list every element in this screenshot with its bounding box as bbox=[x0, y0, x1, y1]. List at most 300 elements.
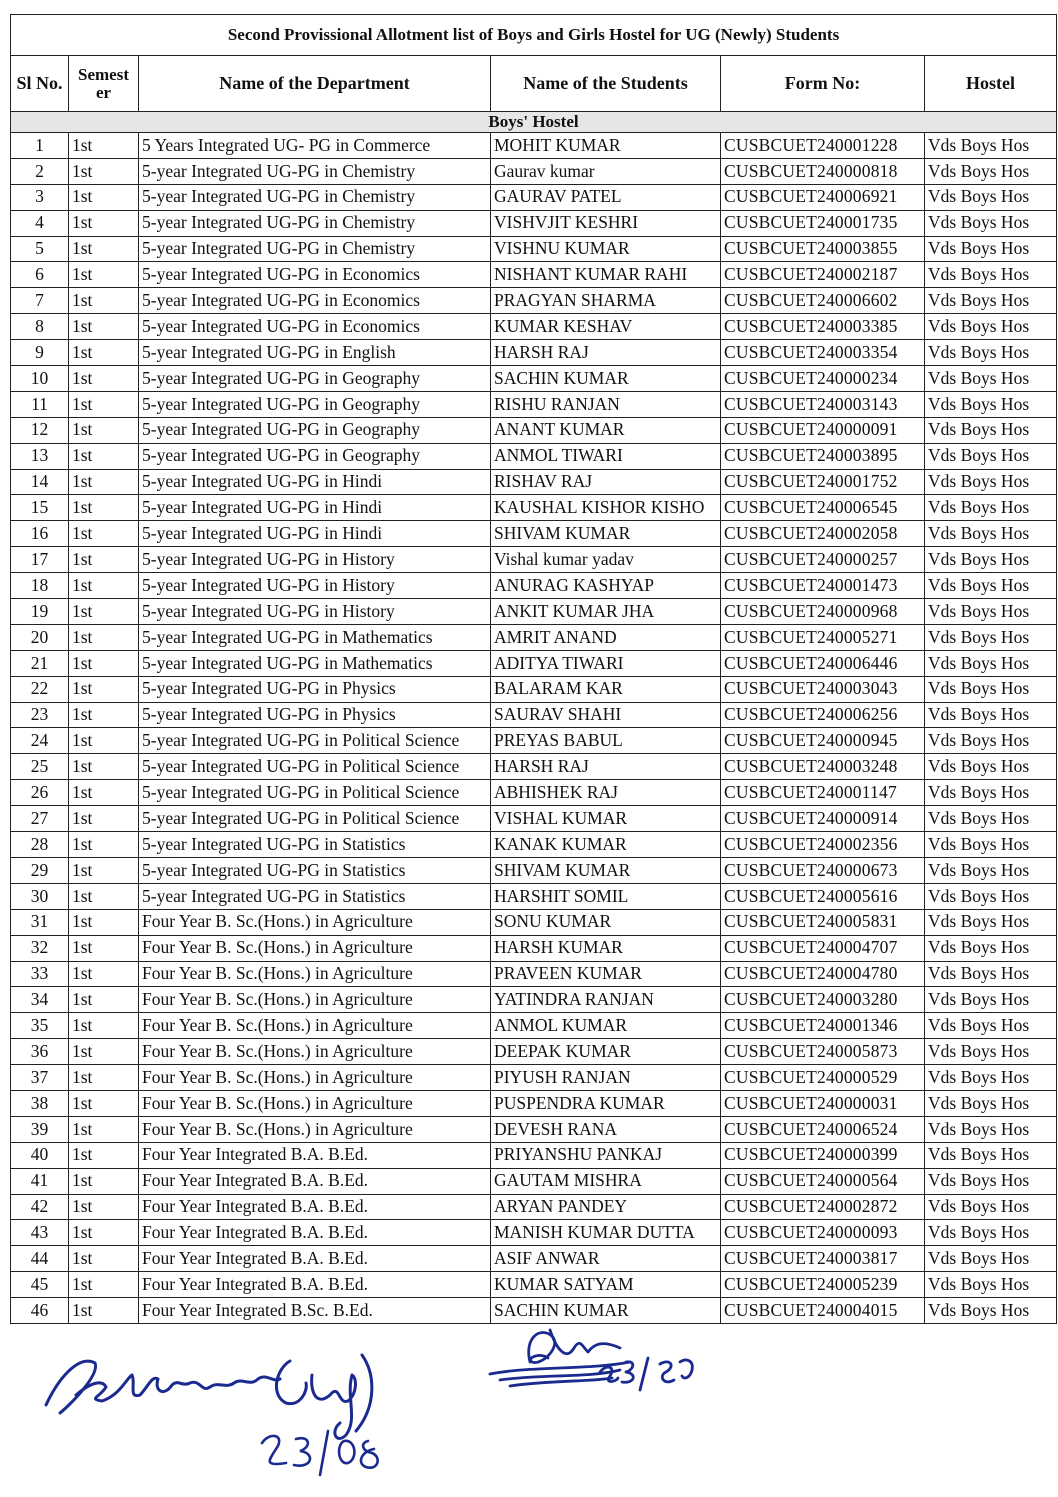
cell-sl-no: 17 bbox=[11, 547, 69, 573]
section-label: Boys' Hostel bbox=[11, 112, 1057, 133]
cell-semester: 1st bbox=[69, 547, 139, 573]
table-row bbox=[11, 1142, 1057, 1168]
cell-department: 5-year Integrated UG-PG in Chemistry bbox=[139, 236, 491, 262]
cell-form-no: CUSBCUET240005239 bbox=[721, 1272, 925, 1298]
table-row bbox=[11, 495, 1057, 521]
table-row bbox=[11, 133, 1057, 159]
cell-department: Four Year B. Sc.(Hons.) in Agriculture bbox=[139, 935, 491, 961]
cell-department: 5-year Integrated UG-PG in Political Science bbox=[139, 806, 491, 832]
cell-form-no: CUSBCUET240006524 bbox=[721, 1116, 925, 1142]
cell-form-no: CUSBCUET240002872 bbox=[721, 1194, 925, 1220]
cell-form-no: CUSBCUET240001752 bbox=[721, 469, 925, 495]
cell-student-name: HARSH RAJ bbox=[491, 754, 721, 780]
cell-semester: 1st bbox=[69, 1272, 139, 1298]
cell-hostel: Vds Boys Hos bbox=[925, 236, 1057, 262]
cell-student-name: RISHAV RAJ bbox=[491, 469, 721, 495]
cell-form-no: CUSBCUET240000091 bbox=[721, 417, 925, 443]
cell-department: Four Year Integrated B.A. B.Ed. bbox=[139, 1168, 491, 1194]
cell-department: 5-year Integrated UG-PG in English bbox=[139, 340, 491, 366]
cell-form-no: CUSBCUET240000399 bbox=[721, 1142, 925, 1168]
table-row bbox=[11, 961, 1057, 987]
cell-hostel: Vds Boys Hos bbox=[925, 547, 1057, 573]
table-row bbox=[11, 262, 1057, 288]
cell-hostel: Vds Boys Hos bbox=[925, 961, 1057, 987]
cell-sl-no: 31 bbox=[11, 909, 69, 935]
cell-form-no: CUSBCUET240006602 bbox=[721, 288, 925, 314]
cell-student-name: KUMAR KESHAV bbox=[491, 314, 721, 340]
cell-form-no: CUSBCUET240000564 bbox=[721, 1168, 925, 1194]
cell-semester: 1st bbox=[69, 754, 139, 780]
cell-semester: 1st bbox=[69, 599, 139, 625]
cell-hostel: Vds Boys Hos bbox=[925, 599, 1057, 625]
cell-department: Four Year Integrated B.A. B.Ed. bbox=[139, 1246, 491, 1272]
cell-semester: 1st bbox=[69, 262, 139, 288]
cell-student-name: KAUSHAL KISHOR KISHO bbox=[491, 495, 721, 521]
table-row bbox=[11, 184, 1057, 210]
cell-sl-no: 43 bbox=[11, 1220, 69, 1246]
table-row bbox=[11, 1168, 1057, 1194]
cell-semester: 1st bbox=[69, 702, 139, 728]
cell-student-name: HARSH KUMAR bbox=[491, 935, 721, 961]
col-header-student-name: Name of the Students bbox=[491, 56, 721, 112]
col-header-sl-no: Sl No. bbox=[11, 56, 69, 112]
cell-department: 5-year Integrated UG-PG in Geography bbox=[139, 417, 491, 443]
table-row bbox=[11, 443, 1057, 469]
cell-form-no: CUSBCUET240004780 bbox=[721, 961, 925, 987]
cell-form-no: CUSBCUET240003248 bbox=[721, 754, 925, 780]
cell-form-no: CUSBCUET240000945 bbox=[721, 728, 925, 754]
cell-semester: 1st bbox=[69, 832, 139, 858]
table-row bbox=[11, 1194, 1057, 1220]
cell-form-no: CUSBCUET240003354 bbox=[721, 340, 925, 366]
cell-hostel: Vds Boys Hos bbox=[925, 1039, 1057, 1065]
cell-student-name: YATINDRA RANJAN bbox=[491, 987, 721, 1013]
table-row bbox=[11, 780, 1057, 806]
cell-sl-no: 22 bbox=[11, 676, 69, 702]
cell-student-name: PREYAS BABUL bbox=[491, 728, 721, 754]
cell-student-name: AMRIT ANAND bbox=[491, 624, 721, 650]
cell-hostel: Vds Boys Hos bbox=[925, 573, 1057, 599]
cell-semester: 1st bbox=[69, 133, 139, 159]
document-title: Second Provissional Allotment list of Boys and Girls Hostel for UG (Newly) Students bbox=[11, 15, 1057, 56]
cell-student-name: KANAK KUMAR bbox=[491, 832, 721, 858]
cell-hostel: Vds Boys Hos bbox=[925, 1013, 1057, 1039]
table-row bbox=[11, 210, 1057, 236]
cell-sl-no: 34 bbox=[11, 987, 69, 1013]
cell-department: 5-year Integrated UG-PG in Chemistry bbox=[139, 184, 491, 210]
cell-semester: 1st bbox=[69, 676, 139, 702]
cell-form-no: CUSBCUET240006545 bbox=[721, 495, 925, 521]
cell-department: 5-year Integrated UG-PG in History bbox=[139, 573, 491, 599]
cell-semester: 1st bbox=[69, 883, 139, 909]
signature-left bbox=[40, 1335, 400, 1490]
cell-sl-no: 37 bbox=[11, 1065, 69, 1091]
cell-form-no: CUSBCUET240001147 bbox=[721, 780, 925, 806]
cell-student-name: GAURAV PATEL bbox=[491, 184, 721, 210]
cell-hostel: Vds Boys Hos bbox=[925, 987, 1057, 1013]
header-row bbox=[11, 56, 1057, 112]
cell-department: 5-year Integrated UG-PG in Economics bbox=[139, 314, 491, 340]
cell-department: 5-year Integrated UG-PG in Physics bbox=[139, 676, 491, 702]
cell-sl-no: 40 bbox=[11, 1142, 69, 1168]
cell-form-no: CUSBCUET240001735 bbox=[721, 210, 925, 236]
cell-form-no: CUSBCUET240006446 bbox=[721, 650, 925, 676]
cell-form-no: CUSBCUET240000529 bbox=[721, 1065, 925, 1091]
cell-hostel: Vds Boys Hos bbox=[925, 184, 1057, 210]
cell-sl-no: 23 bbox=[11, 702, 69, 728]
cell-sl-no: 15 bbox=[11, 495, 69, 521]
cell-semester: 1st bbox=[69, 909, 139, 935]
cell-sl-no: 9 bbox=[11, 340, 69, 366]
table-row bbox=[11, 987, 1057, 1013]
table-row bbox=[11, 1220, 1057, 1246]
allotment-sheet bbox=[10, 14, 1056, 1324]
col-header-department: Name of the Department bbox=[139, 56, 491, 112]
col-header-hostel: Hostel bbox=[925, 56, 1057, 112]
cell-sl-no: 11 bbox=[11, 391, 69, 417]
cell-department: 5-year Integrated UG-PG in Mathematics bbox=[139, 650, 491, 676]
cell-department: Four Year B. Sc.(Hons.) in Agriculture bbox=[139, 987, 491, 1013]
cell-form-no: CUSBCUET240006256 bbox=[721, 702, 925, 728]
cell-semester: 1st bbox=[69, 443, 139, 469]
cell-student-name: ANURAG KASHYAP bbox=[491, 573, 721, 599]
cell-semester: 1st bbox=[69, 624, 139, 650]
cell-sl-no: 18 bbox=[11, 573, 69, 599]
cell-semester: 1st bbox=[69, 340, 139, 366]
col-header-semester: Semest er bbox=[69, 56, 139, 112]
cell-hostel: Vds Boys Hos bbox=[925, 521, 1057, 547]
cell-department: Four Year Integrated B.A. B.Ed. bbox=[139, 1142, 491, 1168]
table-row bbox=[11, 728, 1057, 754]
cell-department: 5-year Integrated UG-PG in Hindi bbox=[139, 495, 491, 521]
cell-student-name: DEVESH RANA bbox=[491, 1116, 721, 1142]
cell-semester: 1st bbox=[69, 935, 139, 961]
cell-hostel: Vds Boys Hos bbox=[925, 443, 1057, 469]
cell-hostel: Vds Boys Hos bbox=[925, 262, 1057, 288]
col-header-form-no: Form No: bbox=[721, 56, 925, 112]
cell-student-name: PRAGYAN SHARMA bbox=[491, 288, 721, 314]
cell-semester: 1st bbox=[69, 366, 139, 392]
table-row bbox=[11, 314, 1057, 340]
cell-semester: 1st bbox=[69, 184, 139, 210]
cell-student-name: HARSHIT SOMIL bbox=[491, 883, 721, 909]
cell-hostel: Vds Boys Hos bbox=[925, 1220, 1057, 1246]
cell-student-name: ASIF ANWAR bbox=[491, 1246, 721, 1272]
table-row bbox=[11, 857, 1057, 883]
cell-student-name: RISHU RANJAN bbox=[491, 391, 721, 417]
cell-student-name: SHIVAM KUMAR bbox=[491, 521, 721, 547]
cell-form-no: CUSBCUET240000673 bbox=[721, 857, 925, 883]
cell-semester: 1st bbox=[69, 650, 139, 676]
table-row bbox=[11, 909, 1057, 935]
cell-hostel: Vds Boys Hos bbox=[925, 883, 1057, 909]
cell-semester: 1st bbox=[69, 1090, 139, 1116]
cell-hostel: Vds Boys Hos bbox=[925, 1142, 1057, 1168]
table-row bbox=[11, 806, 1057, 832]
cell-student-name: MOHIT KUMAR bbox=[491, 133, 721, 159]
table-row bbox=[11, 883, 1057, 909]
cell-department: Four Year B. Sc.(Hons.) in Agriculture bbox=[139, 1116, 491, 1142]
cell-sl-no: 30 bbox=[11, 883, 69, 909]
cell-hostel: Vds Boys Hos bbox=[925, 1065, 1057, 1091]
table-row bbox=[11, 599, 1057, 625]
cell-sl-no: 29 bbox=[11, 857, 69, 883]
cell-form-no: CUSBCUET240005831 bbox=[721, 909, 925, 935]
cell-student-name: Gaurav kumar bbox=[491, 158, 721, 184]
cell-semester: 1st bbox=[69, 1013, 139, 1039]
cell-sl-no: 25 bbox=[11, 754, 69, 780]
cell-semester: 1st bbox=[69, 1194, 139, 1220]
cell-student-name: VISHAL KUMAR bbox=[491, 806, 721, 832]
cell-sl-no: 45 bbox=[11, 1272, 69, 1298]
cell-department: 5-year Integrated UG-PG in History bbox=[139, 599, 491, 625]
cell-form-no: CUSBCUET240000914 bbox=[721, 806, 925, 832]
cell-department: Four Year B. Sc.(Hons.) in Agriculture bbox=[139, 1090, 491, 1116]
cell-semester: 1st bbox=[69, 236, 139, 262]
cell-hostel: Vds Boys Hos bbox=[925, 469, 1057, 495]
cell-department: 5-year Integrated UG-PG in Hindi bbox=[139, 469, 491, 495]
cell-sl-no: 12 bbox=[11, 417, 69, 443]
cell-semester: 1st bbox=[69, 1142, 139, 1168]
cell-semester: 1st bbox=[69, 469, 139, 495]
cell-student-name: ANANT KUMAR bbox=[491, 417, 721, 443]
cell-student-name: ABHISHEK RAJ bbox=[491, 780, 721, 806]
table-row bbox=[11, 702, 1057, 728]
cell-hostel: Vds Boys Hos bbox=[925, 780, 1057, 806]
cell-sl-no: 21 bbox=[11, 650, 69, 676]
cell-sl-no: 46 bbox=[11, 1298, 69, 1324]
cell-form-no: CUSBCUET240003855 bbox=[721, 236, 925, 262]
cell-student-name: MANISH KUMAR DUTTA bbox=[491, 1220, 721, 1246]
table-row bbox=[11, 624, 1057, 650]
cell-semester: 1st bbox=[69, 158, 139, 184]
cell-student-name: VISHVJIT KESHRI bbox=[491, 210, 721, 236]
table-row bbox=[11, 340, 1057, 366]
cell-semester: 1st bbox=[69, 1116, 139, 1142]
title-row bbox=[11, 15, 1057, 56]
cell-department: 5-year Integrated UG-PG in Chemistry bbox=[139, 158, 491, 184]
cell-student-name: SACHIN KUMAR bbox=[491, 366, 721, 392]
cell-department: Four Year B. Sc.(Hons.) in Agriculture bbox=[139, 1065, 491, 1091]
cell-form-no: CUSBCUET240003385 bbox=[721, 314, 925, 340]
cell-sl-no: 26 bbox=[11, 780, 69, 806]
cell-hostel: Vds Boys Hos bbox=[925, 417, 1057, 443]
cell-student-name: ANKIT KUMAR JHA bbox=[491, 599, 721, 625]
cell-sl-no: 39 bbox=[11, 1116, 69, 1142]
cell-student-name: NISHANT KUMAR RAHI bbox=[491, 262, 721, 288]
table-row bbox=[11, 1246, 1057, 1272]
cell-hostel: Vds Boys Hos bbox=[925, 650, 1057, 676]
cell-semester: 1st bbox=[69, 210, 139, 236]
cell-hostel: Vds Boys Hos bbox=[925, 806, 1057, 832]
cell-form-no: CUSBCUET240003043 bbox=[721, 676, 925, 702]
cell-sl-no: 1 bbox=[11, 133, 69, 159]
cell-student-name: DEEPAK KUMAR bbox=[491, 1039, 721, 1065]
cell-sl-no: 32 bbox=[11, 935, 69, 961]
table-row bbox=[11, 366, 1057, 392]
cell-semester: 1st bbox=[69, 495, 139, 521]
cell-form-no: CUSBCUET240000031 bbox=[721, 1090, 925, 1116]
cell-department: Four Year B. Sc.(Hons.) in Agriculture bbox=[139, 961, 491, 987]
cell-sl-no: 20 bbox=[11, 624, 69, 650]
cell-form-no: CUSBCUET240001228 bbox=[721, 133, 925, 159]
cell-semester: 1st bbox=[69, 1168, 139, 1194]
cell-form-no: CUSBCUET240006921 bbox=[721, 184, 925, 210]
cell-sl-no: 42 bbox=[11, 1194, 69, 1220]
cell-hostel: Vds Boys Hos bbox=[925, 133, 1057, 159]
cell-hostel: Vds Boys Hos bbox=[925, 754, 1057, 780]
cell-sl-no: 35 bbox=[11, 1013, 69, 1039]
cell-form-no: CUSBCUET240004707 bbox=[721, 935, 925, 961]
cell-department: 5-year Integrated UG-PG in Political Science bbox=[139, 780, 491, 806]
cell-department: 5-year Integrated UG-PG in Chemistry bbox=[139, 210, 491, 236]
cell-hostel: Vds Boys Hos bbox=[925, 1298, 1057, 1324]
cell-student-name: GAUTAM MISHRA bbox=[491, 1168, 721, 1194]
cell-student-name: BALARAM KAR bbox=[491, 676, 721, 702]
cell-student-name: PUSPENDRA KUMAR bbox=[491, 1090, 721, 1116]
signature-left-image bbox=[40, 1335, 400, 1485]
cell-student-name: HARSH RAJ bbox=[491, 340, 721, 366]
cell-student-name: Vishal kumar yadav bbox=[491, 547, 721, 573]
cell-department: Four Year Integrated B.Sc. B.Ed. bbox=[139, 1298, 491, 1324]
cell-hostel: Vds Boys Hos bbox=[925, 676, 1057, 702]
cell-department: 5-year Integrated UG-PG in Statistics bbox=[139, 857, 491, 883]
cell-department: 5-year Integrated UG-PG in Geography bbox=[139, 366, 491, 392]
cell-hostel: Vds Boys Hos bbox=[925, 314, 1057, 340]
cell-sl-no: 5 bbox=[11, 236, 69, 262]
cell-hostel: Vds Boys Hos bbox=[925, 1168, 1057, 1194]
cell-form-no: CUSBCUET240001346 bbox=[721, 1013, 925, 1039]
cell-hostel: Vds Boys Hos bbox=[925, 340, 1057, 366]
table-row bbox=[11, 935, 1057, 961]
cell-department: 5-year Integrated UG-PG in Economics bbox=[139, 288, 491, 314]
cell-semester: 1st bbox=[69, 1220, 139, 1246]
cell-hostel: Vds Boys Hos bbox=[925, 1272, 1057, 1298]
cell-hostel: Vds Boys Hos bbox=[925, 702, 1057, 728]
signature-right-image bbox=[470, 1318, 710, 1398]
cell-form-no: CUSBCUET240003895 bbox=[721, 443, 925, 469]
cell-form-no: CUSBCUET240005616 bbox=[721, 883, 925, 909]
cell-semester: 1st bbox=[69, 987, 139, 1013]
cell-form-no: CUSBCUET240000234 bbox=[721, 366, 925, 392]
cell-form-no: CUSBCUET240000257 bbox=[721, 547, 925, 573]
cell-student-name: KUMAR SATYAM bbox=[491, 1272, 721, 1298]
cell-semester: 1st bbox=[69, 417, 139, 443]
cell-hostel: Vds Boys Hos bbox=[925, 624, 1057, 650]
cell-department: Four Year Integrated B.A. B.Ed. bbox=[139, 1220, 491, 1246]
cell-semester: 1st bbox=[69, 780, 139, 806]
cell-form-no: CUSBCUET240005271 bbox=[721, 624, 925, 650]
cell-semester: 1st bbox=[69, 573, 139, 599]
cell-form-no: CUSBCUET240003817 bbox=[721, 1246, 925, 1272]
cell-department: 5-year Integrated UG-PG in Statistics bbox=[139, 883, 491, 909]
table-row bbox=[11, 547, 1057, 573]
cell-form-no: CUSBCUET240003280 bbox=[721, 987, 925, 1013]
cell-semester: 1st bbox=[69, 314, 139, 340]
cell-semester: 1st bbox=[69, 857, 139, 883]
cell-department: 5-year Integrated UG-PG in Political Science bbox=[139, 754, 491, 780]
cell-student-name: PRAVEEN KUMAR bbox=[491, 961, 721, 987]
cell-form-no: CUSBCUET240000093 bbox=[721, 1220, 925, 1246]
table-row bbox=[11, 1013, 1057, 1039]
section-row bbox=[11, 112, 1057, 133]
cell-hostel: Vds Boys Hos bbox=[925, 288, 1057, 314]
cell-sl-no: 8 bbox=[11, 314, 69, 340]
table-row bbox=[11, 288, 1057, 314]
cell-sl-no: 36 bbox=[11, 1039, 69, 1065]
table-row bbox=[11, 236, 1057, 262]
cell-department: 5-year Integrated UG-PG in Mathematics bbox=[139, 624, 491, 650]
cell-semester: 1st bbox=[69, 391, 139, 417]
cell-department: 5-year Integrated UG-PG in Geography bbox=[139, 443, 491, 469]
cell-hostel: Vds Boys Hos bbox=[925, 909, 1057, 935]
cell-student-name: ARYAN PANDEY bbox=[491, 1194, 721, 1220]
cell-sl-no: 10 bbox=[11, 366, 69, 392]
cell-form-no: CUSBCUET240002187 bbox=[721, 262, 925, 288]
allotment-table bbox=[10, 14, 1057, 1324]
cell-student-name: VISHNU KUMAR bbox=[491, 236, 721, 262]
cell-semester: 1st bbox=[69, 1039, 139, 1065]
cell-hostel: Vds Boys Hos bbox=[925, 1194, 1057, 1220]
cell-student-name: SONU KUMAR bbox=[491, 909, 721, 935]
cell-semester: 1st bbox=[69, 1246, 139, 1272]
signature-right bbox=[470, 1318, 710, 1403]
table-row bbox=[11, 1090, 1057, 1116]
table-row bbox=[11, 469, 1057, 495]
table-body bbox=[11, 133, 1057, 1324]
cell-department: Four Year B. Sc.(Hons.) in Agriculture bbox=[139, 1039, 491, 1065]
cell-student-name: SAURAV SHAHI bbox=[491, 702, 721, 728]
table-row bbox=[11, 1039, 1057, 1065]
cell-semester: 1st bbox=[69, 806, 139, 832]
table-row bbox=[11, 573, 1057, 599]
cell-semester: 1st bbox=[69, 1298, 139, 1324]
cell-student-name: SACHIN KUMAR bbox=[491, 1298, 721, 1324]
cell-sl-no: 13 bbox=[11, 443, 69, 469]
cell-sl-no: 14 bbox=[11, 469, 69, 495]
cell-student-name: ANMOL KUMAR bbox=[491, 1013, 721, 1039]
cell-department: 5-year Integrated UG-PG in Hindi bbox=[139, 521, 491, 547]
cell-hostel: Vds Boys Hos bbox=[925, 1090, 1057, 1116]
cell-form-no: CUSBCUET240000818 bbox=[721, 158, 925, 184]
table-row bbox=[11, 158, 1057, 184]
cell-student-name: ANMOL TIWARI bbox=[491, 443, 721, 469]
cell-sl-no: 6 bbox=[11, 262, 69, 288]
table-row bbox=[11, 1116, 1057, 1142]
table-row bbox=[11, 754, 1057, 780]
cell-sl-no: 44 bbox=[11, 1246, 69, 1272]
table-row bbox=[11, 1065, 1057, 1091]
cell-form-no: CUSBCUET240002356 bbox=[721, 832, 925, 858]
cell-sl-no: 28 bbox=[11, 832, 69, 858]
cell-department: Four Year B. Sc.(Hons.) in Agriculture bbox=[139, 1013, 491, 1039]
cell-sl-no: 33 bbox=[11, 961, 69, 987]
cell-hostel: Vds Boys Hos bbox=[925, 832, 1057, 858]
cell-form-no: CUSBCUET240002058 bbox=[721, 521, 925, 547]
cell-hostel: Vds Boys Hos bbox=[925, 728, 1057, 754]
cell-semester: 1st bbox=[69, 961, 139, 987]
table-row bbox=[11, 1272, 1057, 1298]
cell-sl-no: 27 bbox=[11, 806, 69, 832]
cell-student-name: SHIVAM KUMAR bbox=[491, 857, 721, 883]
cell-hostel: Vds Boys Hos bbox=[925, 857, 1057, 883]
table-row bbox=[11, 391, 1057, 417]
cell-student-name: PIYUSH RANJAN bbox=[491, 1065, 721, 1091]
cell-sl-no: 41 bbox=[11, 1168, 69, 1194]
table-row bbox=[11, 417, 1057, 443]
cell-sl-no: 24 bbox=[11, 728, 69, 754]
cell-department: 5 Years Integrated UG- PG in Commerce bbox=[139, 133, 491, 159]
